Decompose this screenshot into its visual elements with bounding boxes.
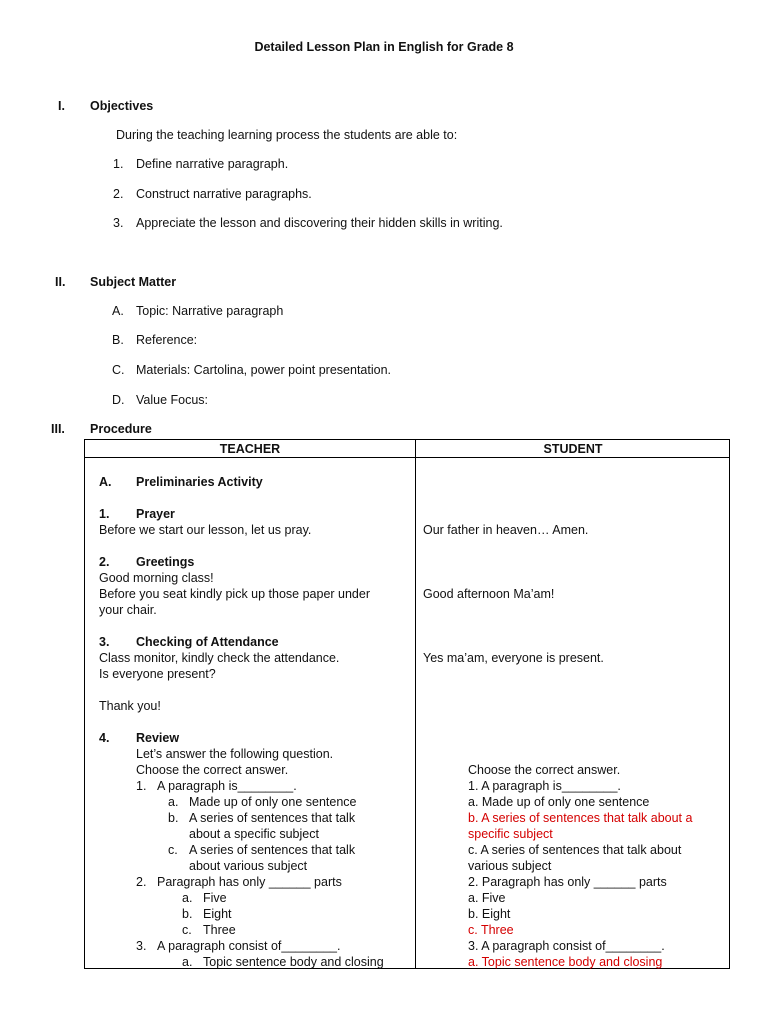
- prelim-number: A.: [99, 475, 112, 489]
- review-title: Review: [136, 731, 180, 745]
- review-number: 4.: [99, 731, 110, 745]
- list-number: 3.: [113, 216, 124, 230]
- question-text: A paragraph is________.: [157, 779, 297, 793]
- student-answer: b. A series of sentences that talk about a: [468, 811, 693, 825]
- section-number: II.: [55, 275, 66, 289]
- section-title-procedure: Procedure: [90, 422, 152, 436]
- student-answer: specific subject: [468, 827, 553, 841]
- question-number: 2.: [136, 875, 147, 889]
- attendance-title: Checking of Attendance: [136, 635, 279, 649]
- teacher-line: your chair.: [99, 603, 157, 617]
- list-number: 2.: [113, 187, 124, 201]
- question-number: 1.: [136, 779, 147, 793]
- choice-text: Eight: [203, 907, 232, 921]
- objectives-intro: During the teaching learning process the students are able to:: [116, 128, 458, 142]
- question-text: Paragraph has only ______ parts: [157, 875, 342, 889]
- student-line: a. Made up of only one sentence: [468, 795, 650, 809]
- choice-text: Five: [203, 891, 227, 905]
- list-letter: B.: [112, 333, 124, 347]
- subject-item: Reference:: [136, 333, 198, 347]
- teacher-line: Class monitor, kindly check the attendance.: [99, 651, 340, 665]
- page-title: Detailed Lesson Plan in English for Grade 8: [254, 40, 514, 54]
- section-number: I.: [58, 99, 65, 113]
- choice-letter: a.: [168, 795, 179, 809]
- teacher-line: Let’s answer the following question.: [136, 747, 334, 761]
- teacher-line: Choose the correct answer.: [136, 763, 289, 777]
- teacher-line: Before you seat kindly pick up those paper under: [99, 587, 371, 601]
- prayer-title: Prayer: [136, 507, 175, 521]
- subject-item: Materials: Cartolina, power point presentation.: [136, 363, 391, 377]
- section-title-subject-matter: Subject Matter: [90, 275, 177, 289]
- student-line: c. A series of sentences that talk about: [468, 843, 682, 857]
- subject-item: Value Focus:: [136, 393, 209, 407]
- student-line: 1. A paragraph is________.: [468, 779, 621, 793]
- student-response: Yes ma’am, everyone is present.: [423, 651, 604, 665]
- choice-text: Made up of only one sentence: [189, 795, 357, 809]
- list-number: 1.: [113, 157, 124, 171]
- teacher-line: Is everyone present?: [99, 667, 216, 681]
- student-line: Choose the correct answer.: [468, 763, 621, 777]
- header-divider: [85, 457, 729, 458]
- choice-letter: c.: [168, 843, 178, 857]
- choice-text: about a specific subject: [189, 827, 319, 841]
- list-letter: A.: [112, 304, 124, 318]
- list-letter: C.: [112, 363, 125, 377]
- teacher-line: Thank you!: [99, 699, 161, 713]
- section-number: III.: [51, 422, 65, 436]
- choice-letter: a.: [182, 891, 193, 905]
- column-header-student: STUDENT: [543, 442, 603, 456]
- objective-item: Define narrative paragraph.: [136, 157, 289, 171]
- attendance-number: 3.: [99, 635, 110, 649]
- objective-item: Construct narrative paragraphs.: [136, 187, 312, 201]
- column-header-teacher: TEACHER: [219, 442, 281, 456]
- choice-letter: c.: [182, 923, 192, 937]
- subject-item: Topic: Narrative paragraph: [136, 304, 284, 318]
- student-line: 2. Paragraph has only ______ parts: [468, 875, 667, 889]
- choice-letter: b.: [182, 907, 193, 921]
- question-number: 3.: [136, 939, 147, 953]
- prayer-number: 1.: [99, 507, 110, 521]
- question-text: A paragraph consist of________.: [157, 939, 341, 953]
- section-title-objectives: Objectives: [90, 99, 154, 113]
- objective-item: Appreciate the lesson and discovering their hidden skills in writing.: [136, 216, 503, 230]
- student-line: a. Five: [468, 891, 506, 905]
- choice-text: Three: [203, 923, 236, 937]
- choice-text: Topic sentence body and closing: [203, 955, 384, 969]
- choice-letter: b.: [168, 811, 179, 825]
- greetings-title: Greetings: [136, 555, 195, 569]
- list-letter: D.: [112, 393, 125, 407]
- student-response: Our father in heaven… Amen.: [423, 523, 589, 537]
- teacher-line: Good morning class!: [99, 571, 214, 585]
- prelim-title: Preliminaries Activity: [136, 475, 263, 489]
- student-line: various subject: [468, 859, 552, 873]
- student-response: Good afternoon Ma’am!: [423, 587, 555, 601]
- student-answer: a. Topic sentence body and closing: [468, 955, 663, 969]
- greetings-number: 2.: [99, 555, 110, 569]
- teacher-line: Before we start our lesson, let us pray.: [99, 523, 312, 537]
- student-answer: c. Three: [468, 923, 514, 937]
- student-line: 3. A paragraph consist of________.: [468, 939, 665, 953]
- column-divider: [415, 440, 416, 968]
- procedure-table: [84, 439, 730, 969]
- choice-text: A series of sentences that talk: [189, 843, 356, 857]
- choice-text: about various subject: [189, 859, 308, 873]
- student-line: b. Eight: [468, 907, 511, 921]
- choice-text: A series of sentences that talk: [189, 811, 356, 825]
- choice-letter: a.: [182, 955, 193, 969]
